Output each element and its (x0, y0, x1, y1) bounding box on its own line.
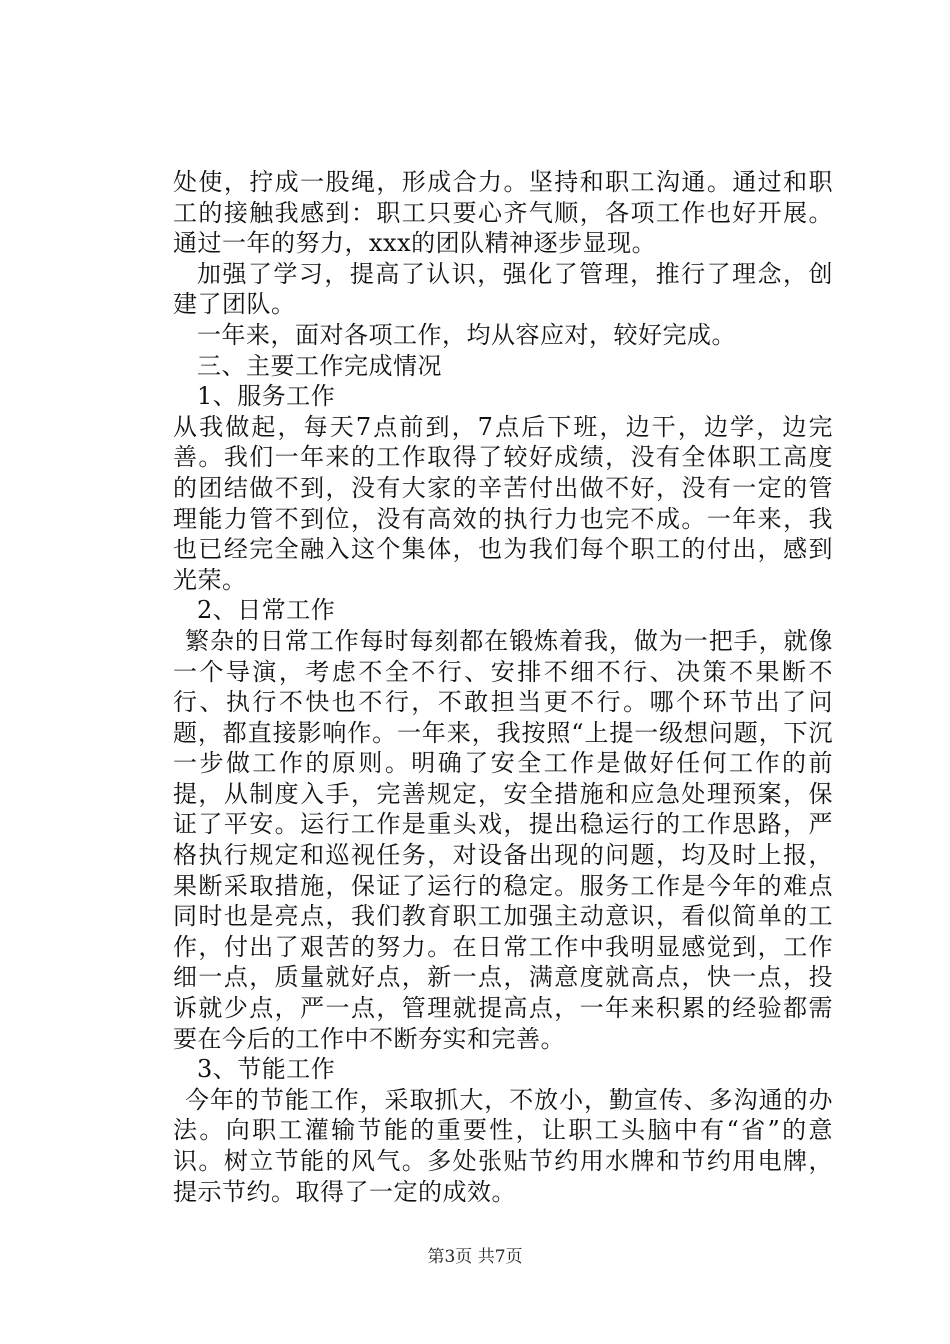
subsection-heading: 2、日常工作 (197, 596, 336, 625)
page-number: 第3页 共7页 (427, 1247, 523, 1267)
paragraph: 繁杂的日常工作每时每刻都在锻炼着我，做为一把手，就像一个导演，考虑不全不行、安排不细不行、决策不果断不行、执行不快也不行，不敢担当更不行。哪个环节出了问题，都直接影响作。一年来，我按照“上提一级想问题，下沉一步做工作的原则。明确了安全工作是做好任何工作的前提，从制度入手，完善规定，安全措施和应急处理预案，保证了平安。运行工作是重头戏，提出稳运行的工作思路，严格执行规定和巡视任务，对设备出现的问题，均及时上报，果断采取措施，保证了运行的稳定。服务工作是今年的难点同时也是亮点，我们教育职工加强主动意识，看似简单的工作，付出了艰苦的努力。在日常工作中我明显感觉到，工作细一点，质量就好点，新一点，满意度就高点，快一点，投诉就少点，严一点，管理就提高点，一年来积累的经验都需要在今后的工作中不断夯实和完善。 (173, 626, 833, 1053)
page-footer (0, 1242, 950, 1267)
paragraph: 今年的节能工作，采取抓大，不放小，勤宣传、多沟通的办法。向职工灌输节能的重要性，让职工头脑中有“省”的意识。树立节能的风气。多处张贴节约用水牌和节约用电牌，提示节约。取得了一定的成效。 (173, 1085, 833, 1206)
subsection-heading: 1、服务工作 (197, 382, 336, 411)
section-heading: 三、主要工作完成情况 (197, 351, 442, 380)
paragraph: 一年来，面对各项工作，均从容应对，较好完成。 (197, 320, 736, 349)
subsection-heading: 3、节能工作 (197, 1055, 336, 1084)
paragraph: 加强了学习，提高了认识，强化了管理，推行了理念，创建了团队。 (173, 259, 833, 319)
paragraph: 从我做起，每天7点前到，7点后下班，边干，边学，边完善。我们一年来的工作取得了较好成绩，没有全体职工高度的团结做不到，没有大家的辛苦付出做不好，没有一定的管理能力管不到位，没有高效的执行力也完不成。一年来，我也已经完全融入这个集体，也为我们每个职工的付出，感到光荣。 (173, 412, 833, 594)
document-body (173, 167, 833, 1207)
paragraph: 处使，拧成一股绳，形成合力。坚持和职工沟通。通过和职工的接触我感到：职工只要心齐气顺，各项工作也好开展。通过一年的努力，xxx的团队精神逐步显现。 (173, 168, 833, 258)
